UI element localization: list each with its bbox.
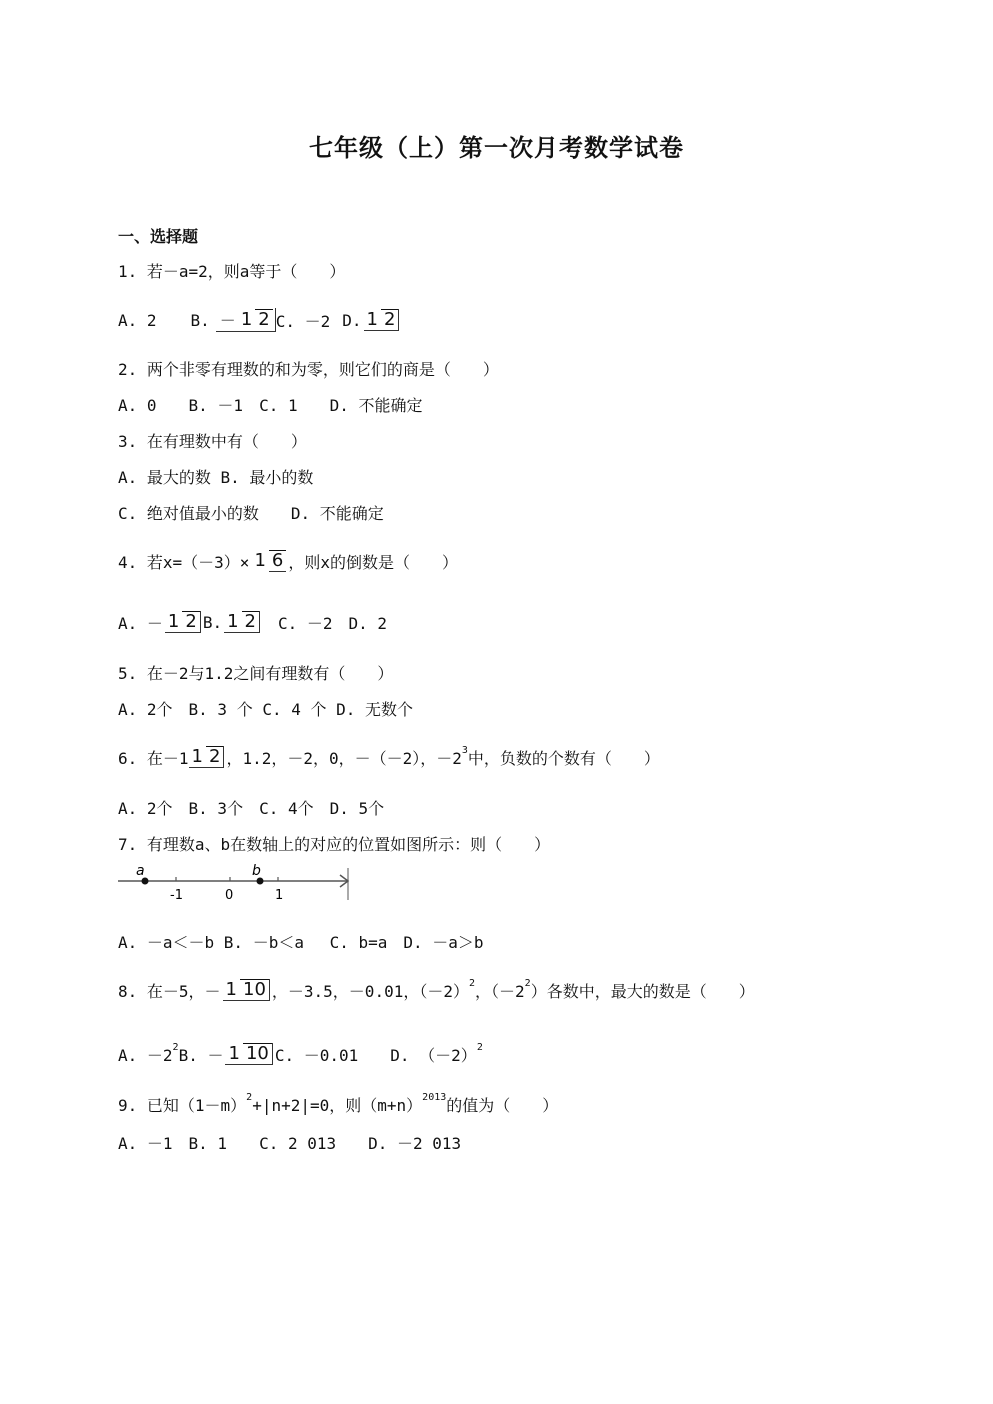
question-2-stem: 2. 两个非零有理数的和为零，则它们的商是（ ）: [118, 359, 499, 379]
fraction-one-tenth: 1 10: [223, 979, 270, 1001]
question-4-options: A. － 1 2 B. 1 2 C. －2 D. 2: [118, 611, 388, 633]
question-9-stem: 9. 已知（1－m） 2 +|n+2|=0，则（m+n） 2013 的值为（ ）: [118, 1091, 559, 1115]
option-d-fraction: 1 2: [364, 309, 400, 331]
question-5-stem: 5. 在－2与1.2之间有理数有（ ）: [118, 663, 394, 683]
option-b-boxed-fraction: － 1 2: [216, 308, 276, 332]
tick-label-1: 1: [275, 888, 284, 903]
question-8-options: A. －2 2 B. － 1 10 C. －0.01 D. （－2） 2: [118, 1041, 483, 1065]
question-2-options: A. 0 B. －1 C. 1 D. 不能确定: [118, 395, 423, 415]
fraction-one-sixth: 1 6: [251, 550, 286, 572]
question-1-options: A. 2 B. － 1 2 C. －2 D. 1 2: [118, 298, 401, 342]
option-a-fraction: 1 2: [165, 611, 201, 633]
option-b-fraction: 1 10: [225, 1043, 272, 1065]
question-6-stem: 6. 在－1 1 2 ，1.2，－2，0，－（－2），－2 3 中，负数的个数有（ ）: [118, 744, 660, 768]
label-b: b: [252, 863, 261, 879]
label-a: a: [136, 863, 145, 879]
option-b-fraction: 1 2: [224, 611, 260, 633]
question-3-stem: 3. 在有理数中有（ ）: [118, 431, 307, 451]
number-line-figure: [118, 860, 354, 904]
question-3-options-cd: C. 绝对值最小的数 D. 不能确定: [118, 503, 384, 523]
question-7-stem: 7. 有理数a、b在数轴上的对应的位置如图所示：则（ ）: [118, 834, 551, 854]
tick-label-minus-1: -1: [170, 888, 183, 903]
question-7-options: A. －a＜－b B. －b＜a C. b=a D. －a＞b: [118, 932, 484, 952]
question-1-stem: 1. 若－a=2，则a等于（ ）: [118, 261, 346, 281]
tick-label-0: 0: [225, 888, 234, 903]
question-4-stem: 4. 若x=（－3）× 1 6 ，则x的倒数是（ ）: [118, 550, 458, 572]
question-8-stem: 8. 在－5，－ 1 10 ，－3.5，－0.01，（－2） 2 ，（－2 2 ）各数中，最大的数是（ ）: [118, 977, 755, 1001]
section-heading: 一、选择题: [118, 227, 199, 246]
page-title: 七年级（上）第一次月考数学试卷: [309, 134, 684, 162]
question-9-options: A. －1 B. 1 C. 2 013 D. －2 013: [118, 1133, 462, 1153]
question-3-options-ab: A. 最大的数 B. 最小的数: [118, 467, 314, 487]
mixed-fraction-half: 1 2: [189, 746, 225, 768]
question-6-options: A. 2个 B. 3个 C. 4个 D. 5个: [118, 798, 385, 818]
question-5-options: A. 2个 B. 3 个 C. 4 个 D. 无数个: [118, 699, 414, 719]
